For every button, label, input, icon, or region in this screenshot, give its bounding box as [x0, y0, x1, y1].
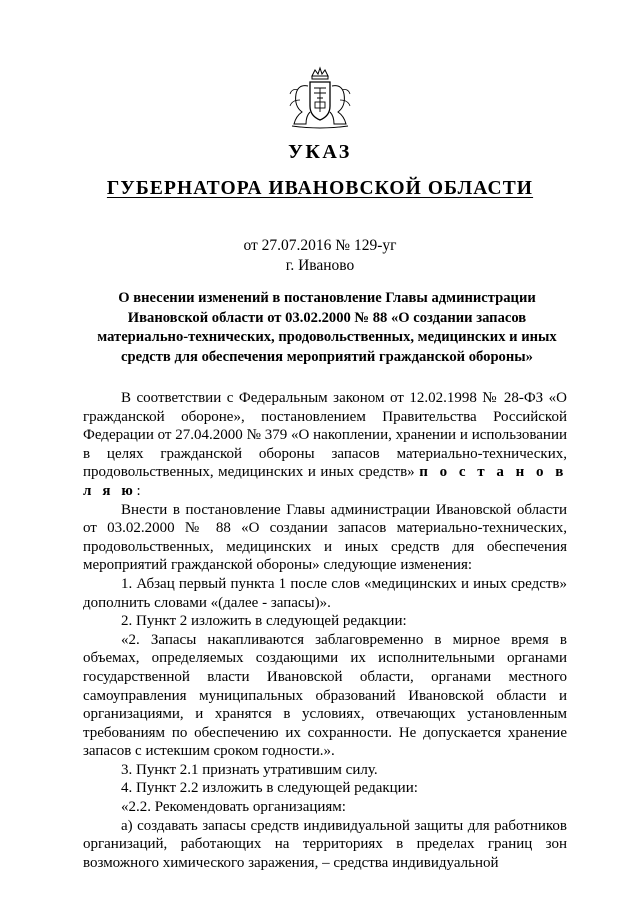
paragraph-item-3: 3. Пункт 2.1 признать утратившим силу. — [121, 761, 378, 778]
document-heading: О внесении изменений в постановление Главы администрации Ивановской области от 03.02.2000 № 88 «О создании запасов материально-технических, продовольственных, медицинских и иных средств для обеспечения мероприятий гражданской обороны» — [97, 290, 557, 365]
paragraph-main: Внести в постановление Главы администрации Ивановской области от 03.02.2000 № 88 «О создании запасов материально-технических, продовольственных, медицинских и иных средств для обеспечения мероприятий гражданской обороны» следующие изменения: — [83, 501, 567, 574]
document-body — [83, 389, 567, 872]
paragraph-item-a: а) создавать запасы средств индивидуальной защиты для работников организаций, работающих на территориях в пределах границ зон возможного химического заражения, – средства индивидуальной — [83, 817, 567, 871]
decree-word: п о с т а н о в л я ю — [83, 464, 568, 499]
paragraph-item-4: 4. Пункт 2.2 изложить в следующей редакции: — [121, 780, 418, 797]
coat-of-arms-icon — [284, 66, 356, 130]
paragraph-item-1: 1. Абзац первый пункта 1 после слов «медицинских и иных средств» дополнить словами «(далее - запасы)». — [83, 575, 567, 611]
preamble-text: В соответствии с Федеральным законом от 12.02.1998 № 28-ФЗ «О гражданской обороне», постановлением Правительства Российской Федерации от 27.04.2000 № 379 «О накоплении, хранении и использовании в целях гражданской обороны запасов материально-технических, продовольственных, медицинских и иных средств» — [83, 390, 567, 481]
paragraph-item-2-2: «2.2. Рекомендовать организациям: — [121, 799, 346, 816]
document-city: г. Иваново — [285, 257, 355, 274]
decree-colon: : — [136, 482, 141, 499]
paragraph-item-2-text: «2. Запасы накапливаются заблаговременно в мирное время в объемах, определяемых создающими их исполнительными органами государственной власти Ивановской области, органами местного самоуправления муниципальных образований Ивановской области и организациями, и хранятся в условиях, отвечающих установленным требованиям по обеспечению их сохранности. Не допускается хранение запасов с истекшим сроком годности.». — [83, 631, 567, 760]
document-date-number: от 27.07.2016 № 129-уг — [243, 237, 397, 254]
document-title: УКАЗ — [288, 141, 352, 163]
document-issuer: ГУБЕРНАТОРА ИВАНОВСКОЙ ОБЛАСТИ — [106, 178, 534, 199]
paragraph-preamble — [83, 389, 567, 501]
paragraph-item-2: 2. Пункт 2 изложить в следующей редакции: — [121, 613, 407, 630]
